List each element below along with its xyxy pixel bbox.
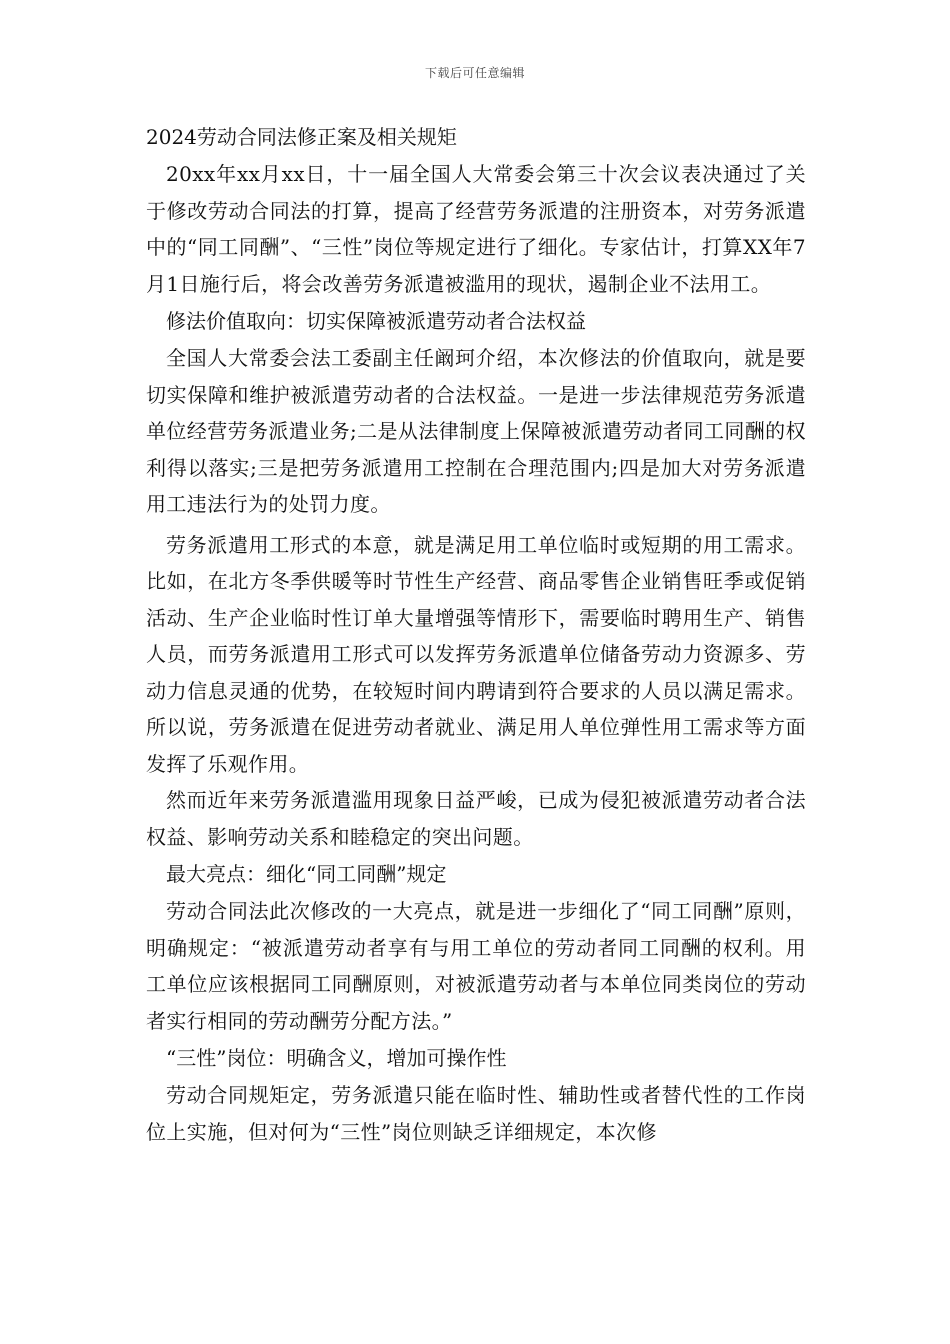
paragraph-three-nature: 劳动合同规矩定，劳务派遣只能在临时性、辅助性或者替代性的工作岗位上实施，但对何为“三性”岗位则缺乏详细规定，本次修 [146, 1083, 806, 1144]
section-heading-three-nature: “三性”岗位：明确含义，增加可操作性 [166, 1046, 507, 1070]
section-heading-equal-pay: 最大亮点：细化“同工同酬”规定 [166, 862, 447, 886]
paragraph-intro: 20xx年xx月xx日，十一届全国人大常委会第三十次会议表决通过了关于修改劳动合同法的打算，提高了经营劳务派遣的注册资本，对劳务派遣中的“同工同酬”、“三性”岗位等规定进行了细化。专家估计，打算XX年7月1日施行后，将会改善劳务派遣被滥用的现状，遏制企业不法用工。 [146, 162, 806, 296]
document-body [146, 118, 806, 1150]
section-heading-value: 修法价值取向：切实保障被派遣劳动者合法权益 [166, 309, 586, 333]
page-header: 下载后可任意编辑 [424, 66, 525, 80]
paragraph-value: 全国人大常委会法工委副主任阚珂介绍，本次修法的价值取向，就是要切实保障和维护被派遣劳动者的合法权益。一是进一步法律规范劳务派遣单位经营劳务派遣业务;二是从法律制度上保障被派遣劳动者同工同酬的权利得以落实;三是把劳务派遣用工控制在合理范围内;四是加大对劳务派遣用工违法行为的处罚力度。 [146, 346, 806, 516]
paragraph-abuse: 然而近年来劳务派遣滥用现象日益严峻，已成为侵犯被派遣劳动者合法权益、影响劳动关系和睦稳定的突出问题。 [146, 788, 806, 849]
paragraph-equal-pay: 劳动合同法此次修改的一大亮点，就是进一步细化了“同工同酬”原则，明确规定：“被派遣劳动者享有与用工单位的劳动者同工同酬的权利。用工单位应该根据同工同酬原则，对被派遣劳动者与本单位同类岗位的劳动者实行相同的劳动酬劳分配方法。” [146, 899, 806, 1033]
paragraph-purpose: 劳务派遣用工形式的本意，就是满足用工单位临时或短期的用工需求。比如，在北方冬季供暖等时节性生产经营、商品零售企业销售旺季或促销活动、生产企业临时性订单大量增强等情形下，需要临时聘用生产、销售人员，而劳务派遣用工形式可以发挥劳务派遣单位储备劳动力资源多、劳动力信息灵通的优势，在较短时间内聘请到符合要求的人员以满足需求。所以说，劳务派遣在促进劳动者就业、满足用人单位弹性用工需求等方面发挥了乐观作用。 [146, 532, 806, 776]
document-title: 2024劳动合同法修正案及相关规矩 [146, 125, 457, 149]
